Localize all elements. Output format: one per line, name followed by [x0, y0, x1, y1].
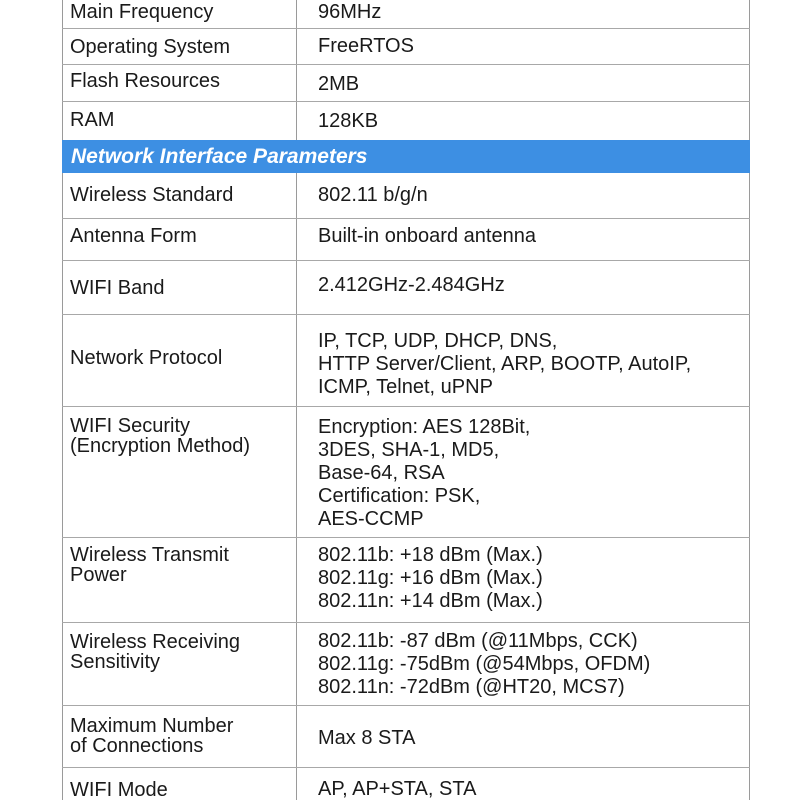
row-label: Wireless Standard: [70, 184, 234, 206]
table-row: [62, 314, 750, 406]
row-value: AP, AP+STA, STA: [318, 778, 477, 800]
table-row: [62, 537, 750, 622]
table-row: [62, 101, 750, 140]
table-row: [62, 705, 750, 767]
table-row: [62, 767, 750, 800]
row-value: Max 8 STA: [318, 727, 416, 749]
row-value: 2MB: [318, 73, 360, 95]
row-value: Built-in onboard antenna: [318, 225, 536, 247]
row-label: Flash Resources: [70, 70, 221, 92]
section-header: [62, 140, 750, 173]
row-label: Wireless Transmit Power: [70, 544, 229, 586]
table-row: [62, 64, 750, 101]
row-value: 802.11b: -87 dBm (@11Mbps, CCK) 802.11g: -75dBm (@54Mbps, OFDM) 802.11n: -72dBm (@HT20, MCS7): [318, 630, 651, 698]
row-label: Maximum Number of Connections: [70, 715, 234, 757]
table-row: [62, 173, 750, 218]
row-label: Operating System: [70, 36, 231, 58]
row-value: 802.11 b/g/n: [318, 184, 428, 206]
row-value: 2.412GHz-2.484GHz: [318, 274, 505, 296]
table-row: [62, 260, 750, 314]
row-label: Main Frequency: [70, 1, 214, 23]
section-title: Network Interface Parameters: [71, 145, 368, 168]
row-value: 128KB: [318, 110, 379, 132]
row-value: IP, TCP, UDP, DHCP, DNS, HTTP Server/Client, ARP, BOOTP, AutoIP, ICMP, Telnet, uPNP: [318, 330, 692, 398]
table-row: [62, 0, 750, 28]
row-value: Encryption: AES 128Bit, 3DES, SHA-1, MD5, Base-64, RSA Certification: PSK, AES-CCMP: [318, 416, 531, 530]
table-row: [62, 406, 750, 537]
row-value: FreeRTOS: [318, 35, 414, 57]
table-row: [62, 622, 750, 705]
table-row: [62, 218, 750, 260]
row-label: WIFI Security (Encryption Method): [70, 415, 251, 457]
row-value: 96MHz: [318, 1, 382, 23]
row-label: WIFI Mode: [70, 779, 168, 801]
row-label: Antenna Form: [70, 225, 197, 247]
row-value: 802.11b: +18 dBm (Max.) 802.11g: +16 dBm (Max.) 802.11n: +14 dBm (Max.): [318, 544, 543, 612]
row-label: RAM: [70, 109, 115, 131]
row-label: Wireless Receiving Sensitivity: [70, 631, 241, 673]
table-row: [62, 28, 750, 64]
row-label: WIFI Band: [70, 277, 165, 299]
row-label: Network Protocol: [70, 347, 223, 369]
